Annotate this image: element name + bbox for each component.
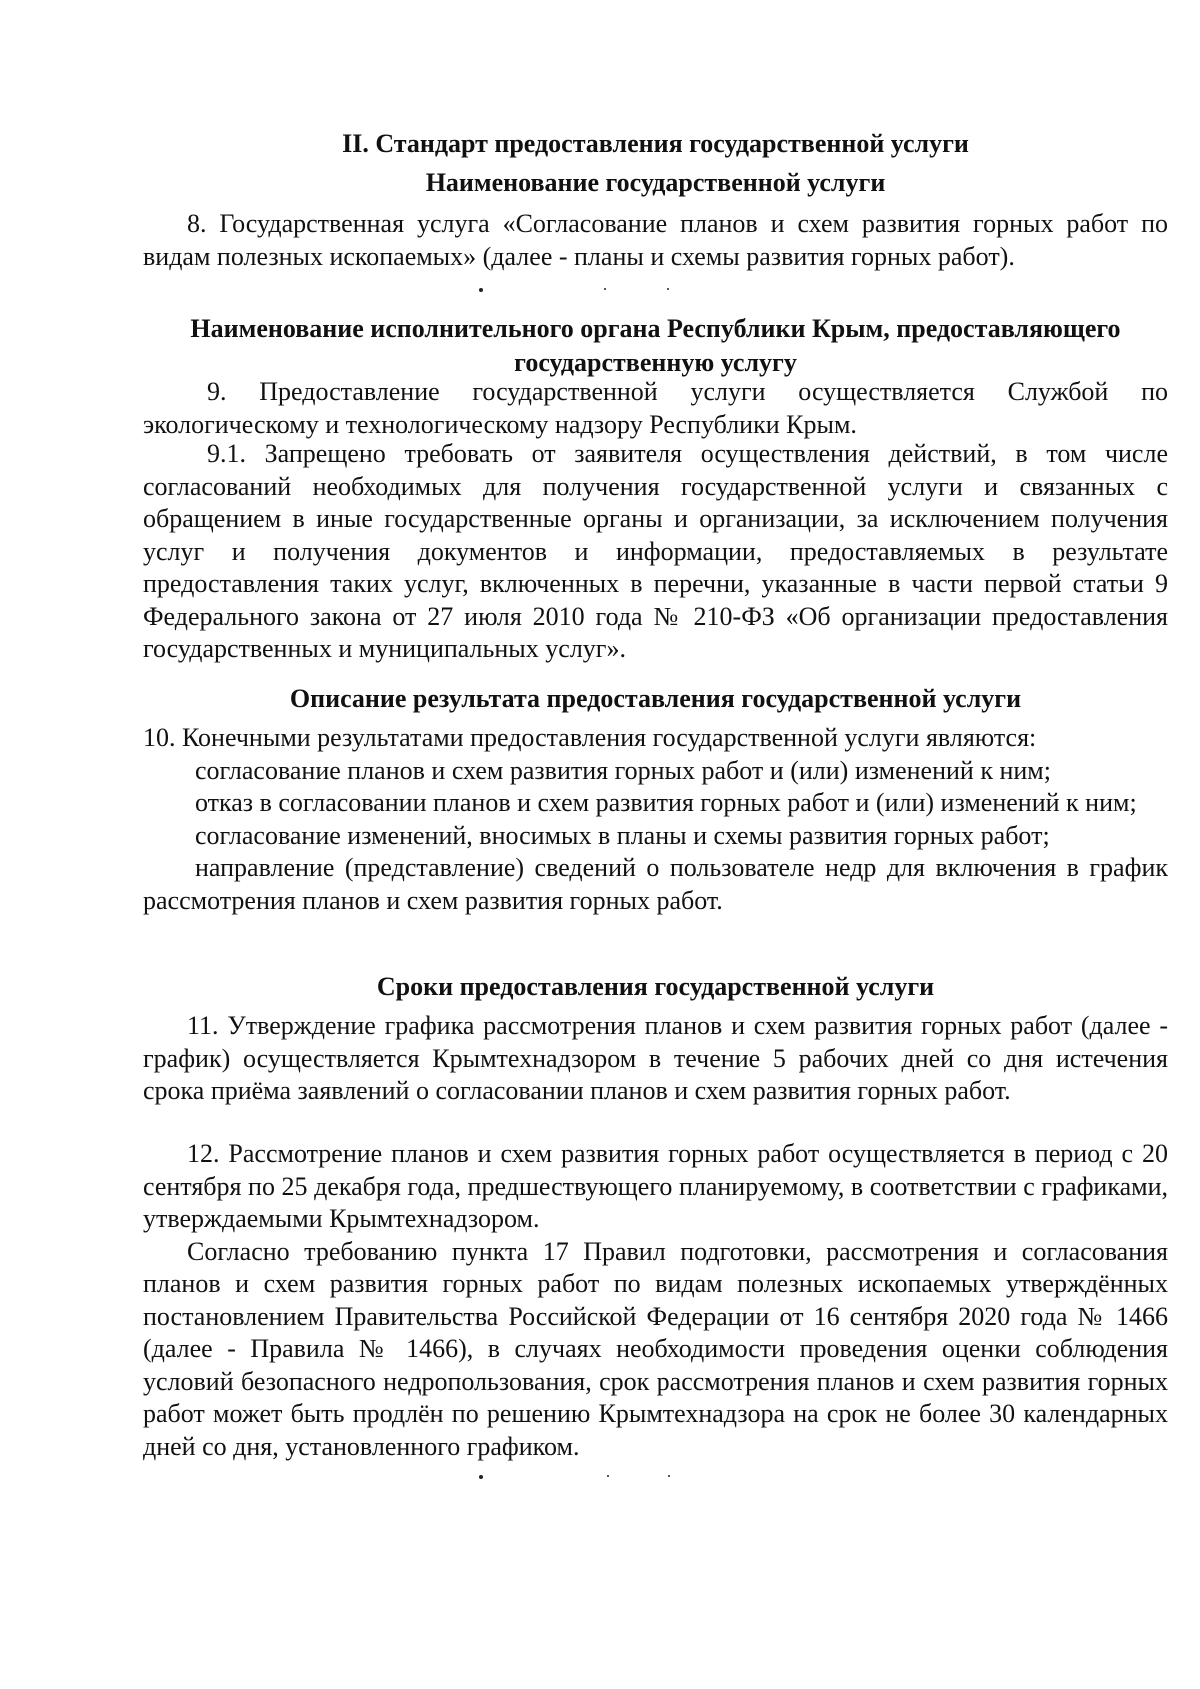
paragraph-10-block — [143, 722, 1168, 917]
scan-artifact-dots-bottom — [0, 1475, 1200, 1485]
scan-dot — [668, 1475, 670, 1477]
scan-dot — [604, 288, 606, 290]
scan-dot — [479, 288, 483, 292]
scan-dot — [479, 1475, 483, 1479]
section-title-block — [143, 127, 1168, 161]
heading-terms: Сроки предоставления государственной услуги — [376, 972, 935, 1001]
paragraph-9-block — [143, 376, 1168, 441]
authority-heading-block — [143, 312, 1168, 380]
scan-dot — [667, 288, 669, 290]
section-title: II. Стандарт предоставления государственной услуги — [342, 129, 969, 158]
heading-result: Описание результата предоставления государственной услуги — [289, 684, 1022, 713]
paragraph-10: 10. Конечными результатами предоставления государственной услуги являются: — [143, 723, 1037, 752]
scan-dot — [607, 1475, 609, 1477]
paragraph-9-1-block — [143, 438, 1168, 666]
heading-authority: Наименование исполнительного органа Республики Крым, предоставляющего государственную услугу — [190, 314, 1121, 377]
terms-heading-block — [143, 970, 1168, 1004]
paragraph-12: 12. Рассмотрение планов и схем развития горных работ осуществляется в период с 20 сентября по 25 декабря года, предшествующего планируемому, в соответствии с графиками, утверждаемыми Крымтехнадзором. — [143, 1139, 1168, 1233]
result-item-2: отказ в согласовании планов и схем развития горных работ и (или) изменений к ним; — [195, 788, 1137, 817]
paragraph-9-1: 9.1. Запрещено требовать от заявителя осуществления действий, в том числе согласований необходимых для получения государственной услуги и связанных с обращением в иные государственные органы и организации, за исключением получения услуг и получения документов и информации, предоставляемых в результате предоставления таких услуг, включенных в перечни, указанные в части первой статьи 9 Федерального закона от 27 июля 2010 года № 210-ФЗ «Об организации предоставления государственных и муниципальных услуг». — [143, 439, 1168, 663]
paragraph-8: 8. Государственная услуга «Согласование планов и схем развития горных работ по видам полезных ископаемых» (далее - планы и схемы развития горных работ). — [143, 209, 1168, 271]
paragraph-12-extra: Согласно требованию пункта 17 Правил подготовки, рассмотрения и согласования планов и схем развития горных работ по видам полезных ископаемых утверждённых постановлением Правительства Российской Федерации от 16 сентября 2020 года № 1466 (далее - Правила № 1466), в случаях необходимости проведения оценки соблюдения условий безопасного недропользования, срок рассмотрения планов и схем развития горных работ может быть продлён по решению Крымтехнадзора на срок не более 30 календарных дней со дня, установленного графиком. — [143, 1236, 1168, 1461]
scan-artifact-dots — [0, 288, 1200, 298]
heading-service-name: Наименование государственной услуги — [425, 168, 886, 197]
result-item-1: согласование планов и схем развития горных работ и (или) изменений к ним; — [195, 755, 1051, 785]
result-item-3: согласование изменений, вносимых в планы и схемы развития горных работ; — [195, 820, 1050, 850]
result-item-4: направление (представление) сведений о пользователе недр для включения в график рассмотрения планов и схем развития горных работ. — [143, 853, 1168, 915]
paragraph-11: 11. Утверждение графика рассмотрения планов и схем развития горных работ (далее - график) осуществляется Крымтехнадзором в течение 5 рабочих дней со дня истечения срока приёма заявлений о согласовании планов и схем развития горных работ. — [143, 1011, 1168, 1105]
result-heading-block — [143, 682, 1168, 716]
paragraph-11-block — [143, 1010, 1168, 1108]
paragraph-12-block — [143, 1138, 1168, 1463]
service-name-block — [143, 166, 1168, 200]
paragraph-9: 9. Предоставление государственной услуги осуществляется Службой по экологическому и технологическому надзору Республики Крым. — [143, 377, 1168, 439]
paragraph-8-block — [143, 208, 1168, 273]
